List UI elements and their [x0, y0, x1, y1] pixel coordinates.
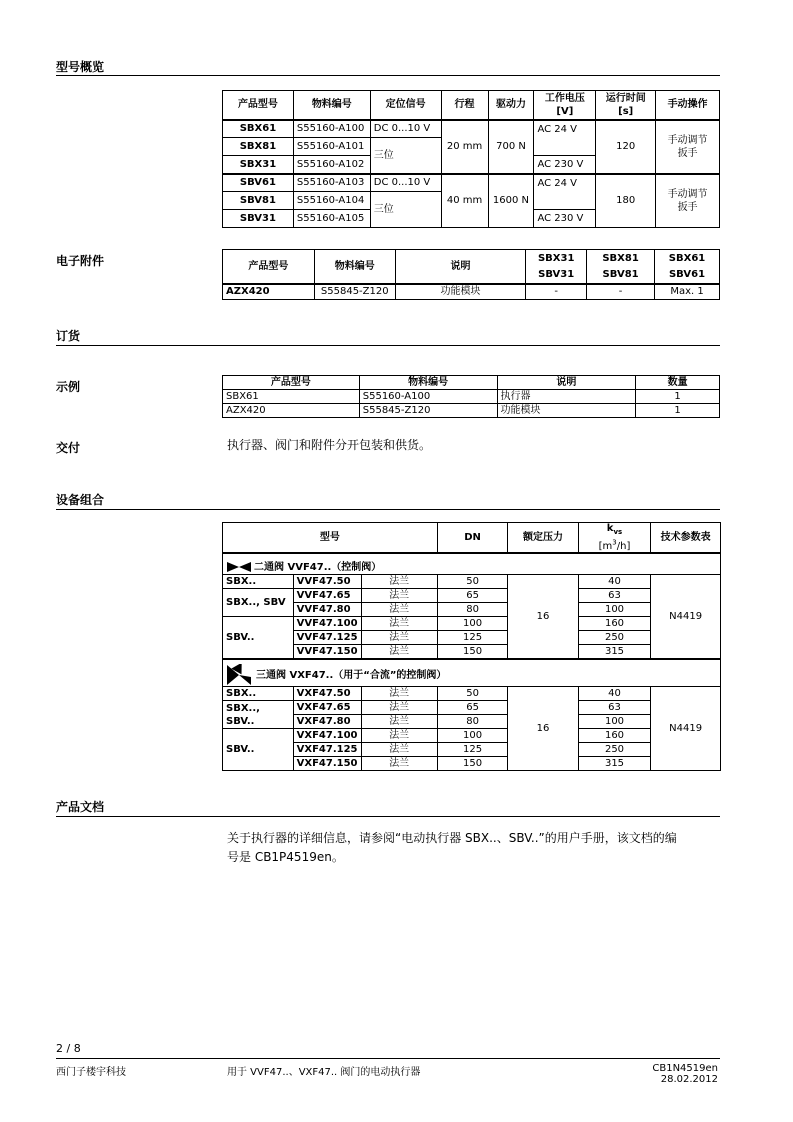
overview-title: 型号概览	[56, 60, 105, 74]
table-cell: 法兰	[361, 757, 437, 771]
col-time: 运行时间 [s]	[596, 91, 656, 120]
table-cell: 315	[578, 757, 651, 771]
table-cell: 40 mm	[441, 174, 488, 228]
table-cell: SBV61	[223, 174, 294, 192]
table-cell: 1600 N	[488, 174, 534, 228]
table-cell: SBV31	[223, 210, 294, 228]
col-dn: DN	[437, 523, 507, 554]
combination-title: 设备组合	[56, 493, 105, 507]
col-model: 产品型号	[223, 250, 315, 284]
table-cell: SBX61	[223, 120, 294, 138]
table-cell: 100	[578, 715, 651, 729]
table-cell: 180	[596, 174, 656, 228]
footer-doc-title: 用于 VVF47..、VXF47.. 阀门的电动执行器	[227, 1067, 421, 1078]
table-cell: AZX420	[223, 284, 315, 300]
table-cell: N4419	[651, 687, 721, 771]
table-cell: 法兰	[361, 743, 437, 757]
table-cell: 法兰	[361, 630, 437, 644]
table-cell: 160	[578, 616, 651, 630]
table-cell: VXF47.125	[293, 743, 361, 757]
table-cell: 法兰	[361, 602, 437, 616]
table-cell: VVF47.65	[293, 588, 361, 602]
order-table	[222, 375, 720, 418]
table-cell: VXF47.80	[293, 715, 361, 729]
example-label: 示例	[56, 380, 81, 394]
table-cell: VXF47.100	[293, 729, 361, 743]
table-cell: SBX.., SBV	[223, 588, 294, 616]
accessory-table	[222, 249, 720, 300]
table-cell: SBV..	[223, 616, 294, 659]
docs-title: 产品文档	[56, 800, 105, 814]
docs-text: 关于执行器的详细信息，请参阅“电动执行器 SBX..、SBV..”的用户手册，该文档的编 号是 CB1P4519en。	[227, 831, 677, 864]
table-cell: AZX420	[223, 404, 360, 418]
table-cell: S55160-A100	[359, 390, 497, 404]
table-cell: VVF47.80	[293, 602, 361, 616]
table-cell: S55160-A101	[293, 138, 370, 156]
col-manual: 手动操作	[656, 91, 720, 120]
table-cell: S55160-A100	[293, 120, 370, 138]
table-cell: VVF47.100	[293, 616, 361, 630]
col-sbx31: SBX31	[526, 250, 587, 267]
table-cell: VXF47.50	[293, 687, 361, 701]
table-cell: 法兰	[361, 574, 437, 588]
col-force: 驱动力	[488, 91, 534, 120]
col-kvs: $k_{vs}$ $[m^3/h]$	[578, 523, 651, 554]
three-way-valve-icon	[226, 664, 254, 686]
table-cell: 法兰	[361, 588, 437, 602]
delivery-text: 执行器、阀门和附件分开包装和供货。	[227, 438, 432, 452]
table-cell: 16	[508, 574, 578, 659]
table-cell: Max. 1	[655, 284, 720, 300]
table-cell: 160	[578, 729, 651, 743]
table-cell: S55160-A103	[293, 174, 370, 192]
table-cell: 法兰	[361, 616, 437, 630]
table-cell: VXF47.65	[293, 701, 361, 715]
page-number: 2 / 8	[56, 1042, 81, 1055]
table-cell: AC 230 V	[534, 210, 596, 228]
table-cell: 法兰	[361, 715, 437, 729]
table-cell: 法兰	[361, 701, 437, 715]
col-pressure: 额定压力	[508, 523, 578, 554]
table-cell: 1	[636, 390, 720, 404]
footer-company: 西门子楼宇科技	[56, 1067, 126, 1078]
col-sbv81: SBV81	[587, 267, 655, 284]
table-cell: 100	[437, 729, 507, 743]
table-cell: AC 24 V	[534, 174, 596, 210]
col-type: 型号	[223, 523, 438, 554]
table-cell: 65	[437, 701, 507, 715]
table-cell: 63	[578, 588, 651, 602]
table-cell: 手动调节 扳手	[656, 120, 720, 174]
col-desc: 说明	[497, 376, 636, 390]
table-cell: 40	[578, 574, 651, 588]
table-cell: 50	[437, 574, 507, 588]
footer-doc-info	[652, 1063, 718, 1085]
col-part: 物料编号	[314, 250, 395, 284]
table-cell: 80	[437, 715, 507, 729]
table-cell: 功能模块	[497, 404, 636, 418]
delivery-label: 交付	[56, 441, 81, 455]
table-cell: SBX61	[223, 390, 360, 404]
table-cell: S55845-Z120	[314, 284, 395, 300]
col-sbx61: SBX61	[655, 250, 720, 267]
table-cell: SBV..	[223, 729, 294, 771]
overview-table	[222, 90, 720, 228]
col-desc: 说明	[395, 250, 526, 284]
section-rule	[56, 816, 720, 817]
table-cell: 65	[437, 588, 507, 602]
combination-table	[222, 522, 721, 771]
table-cell: 1	[636, 404, 720, 418]
table-cell: 125	[437, 743, 507, 757]
table-cell: VVF47.125	[293, 630, 361, 644]
table-cell: 100	[578, 602, 651, 616]
table-cell: VVF47.150	[293, 644, 361, 659]
col-sbv61: SBV61	[655, 267, 720, 284]
table-cell: 法兰	[361, 687, 437, 701]
table-cell: 三位	[370, 138, 441, 174]
two-way-valve-icon	[226, 561, 252, 573]
table-cell: 150	[437, 644, 507, 659]
footer-doc-number: CB1N4519en	[652, 1063, 718, 1074]
table-cell: 功能模块	[395, 284, 526, 300]
table-cell: SBX..	[223, 574, 294, 588]
table-cell: 16	[508, 687, 578, 771]
col-sbx81: SBX81	[587, 250, 655, 267]
col-part: 物料编号	[359, 376, 497, 390]
table-cell: N4419	[651, 574, 721, 659]
vxf-section-header: 三通阀 VXF47..（用于“合流”的控制阀）	[223, 659, 721, 687]
footer-rule	[56, 1058, 720, 1059]
table-cell: 700 N	[488, 120, 534, 174]
col-model: 产品型号	[223, 376, 360, 390]
table-cell: 125	[437, 630, 507, 644]
section-rule	[56, 345, 720, 346]
table-cell: 150	[437, 757, 507, 771]
table-cell: 40	[578, 687, 651, 701]
table-cell: SBX.., SBV..	[223, 701, 294, 729]
table-cell: 法兰	[361, 729, 437, 743]
table-cell: S55845-Z120	[359, 404, 497, 418]
table-cell: 100	[437, 616, 507, 630]
table-cell: 三位	[370, 192, 441, 228]
col-voltage: 工作电压 [V]	[534, 91, 596, 120]
col-model: 产品型号	[223, 91, 294, 120]
table-cell: 执行器	[497, 390, 636, 404]
col-tech: 技术参数表	[651, 523, 721, 554]
vvf-section-header: 二通阀 VVF47..（控制阀）	[223, 553, 721, 574]
section-rule	[56, 75, 720, 76]
section-rule	[56, 509, 720, 510]
table-cell: DC 0...10 V	[370, 120, 441, 138]
table-cell: SBV81	[223, 192, 294, 210]
table-cell: SBX..	[223, 687, 294, 701]
table-cell: 80	[437, 602, 507, 616]
col-sbv31: SBV31	[526, 267, 587, 284]
footer-date: 28.02.2012	[660, 1074, 718, 1085]
table-cell: 63	[578, 701, 651, 715]
table-cell: 120	[596, 120, 656, 174]
ordering-title: 订货	[56, 329, 81, 343]
table-cell: S55160-A104	[293, 192, 370, 210]
table-cell: SBX81	[223, 138, 294, 156]
accessories-label: 电子附件	[56, 254, 105, 268]
table-cell: SBX31	[223, 156, 294, 174]
table-cell: DC 0...10 V	[370, 174, 441, 192]
table-cell: 20 mm	[441, 120, 488, 174]
table-cell: AC 230 V	[534, 156, 596, 174]
table-cell: S55160-A105	[293, 210, 370, 228]
table-cell: 315	[578, 644, 651, 659]
table-cell: -	[587, 284, 655, 300]
table-cell: 手动调节 扳手	[656, 174, 720, 228]
table-cell: 250	[578, 743, 651, 757]
table-cell: VXF47.150	[293, 757, 361, 771]
col-part: 物料编号	[293, 91, 370, 120]
table-cell: -	[526, 284, 587, 300]
col-qty: 数量	[636, 376, 720, 390]
table-cell: 250	[578, 630, 651, 644]
col-signal: 定位信号	[370, 91, 441, 120]
table-cell: S55160-A102	[293, 156, 370, 174]
table-cell: 50	[437, 687, 507, 701]
table-cell: VVF47.50	[293, 574, 361, 588]
table-cell: 法兰	[361, 644, 437, 659]
col-stroke: 行程	[441, 91, 488, 120]
table-cell: AC 24 V	[534, 120, 596, 156]
